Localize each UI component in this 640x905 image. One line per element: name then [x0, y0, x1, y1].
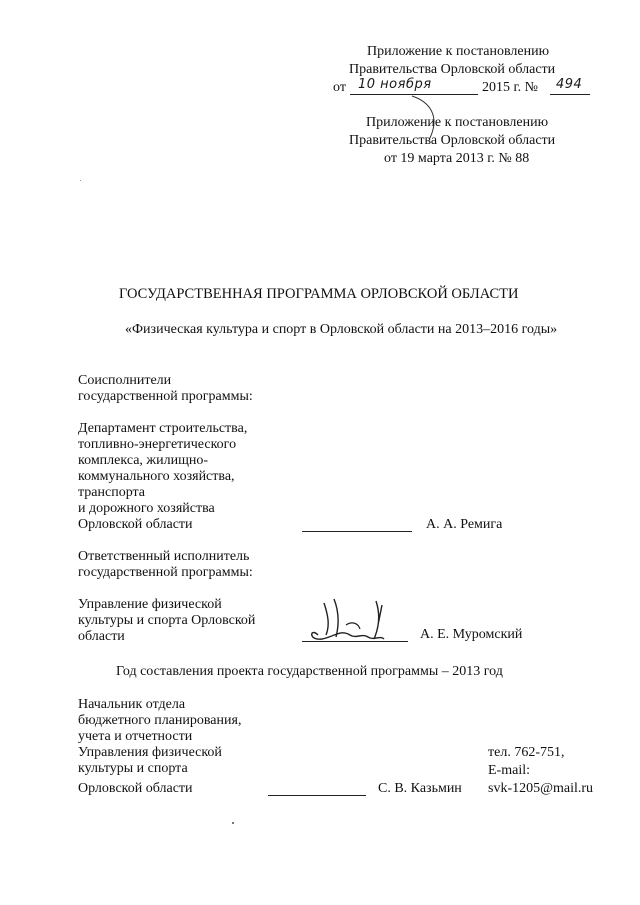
- co-executors-heading-1: Соисполнители: [78, 373, 172, 388]
- contact-email-label: E-mail:: [488, 763, 530, 778]
- header-new-year: 2015 г. №: [482, 80, 539, 95]
- co-org-line: топливно-энергетического: [78, 437, 237, 452]
- co-org-line: Орловской области: [78, 517, 193, 532]
- responsible-signer-name: А. Е. Муромский: [420, 627, 523, 642]
- contact-org-line: учета и отчетности: [78, 729, 193, 744]
- contact-org-line: Управления физической: [78, 745, 222, 760]
- handwritten-number: 494: [556, 77, 583, 92]
- responsible-org-line: культуры и спорта Орловской: [78, 613, 256, 628]
- scan-speck: [232, 822, 234, 824]
- header-old-line2: Правительства Орловской области: [349, 133, 556, 148]
- contact-signer-name: С. В. Казьмин: [378, 781, 462, 796]
- year-line: Год составления проекта государственной программы – 2013 год: [116, 664, 503, 679]
- responsible-heading-1: Ответственный исполнитель: [78, 549, 250, 564]
- contact-email[interactable]: svk-1205@mail.ru: [488, 781, 594, 796]
- document-title: ГОСУДАРСТВЕННАЯ ПРОГРАММА ОРЛОВСКОЙ ОБЛАСТИ: [119, 286, 519, 302]
- header-old-line3: от 19 марта 2013 г. № 88: [384, 151, 530, 166]
- responsible-signature-line: [302, 641, 408, 642]
- contact-org-line: Орловской области: [78, 781, 193, 796]
- contact-org-line: Начальник отдела: [78, 697, 186, 712]
- responsible-org-line: области: [78, 629, 125, 644]
- header-new-prefix: от: [333, 80, 346, 95]
- co-signature-line: [302, 531, 412, 532]
- handwritten-date: 10 ноября: [358, 77, 432, 92]
- contact-org-line: культуры и спорта: [78, 761, 188, 776]
- co-signer-name: А. А. Ремига: [426, 517, 503, 532]
- co-org-line: коммунального хозяйства,: [78, 469, 235, 484]
- header-new-line1: Приложение к постановлению: [367, 44, 550, 59]
- responsible-org-line: Управление физической: [78, 597, 222, 612]
- header-old-line1: Приложение к постановлению: [366, 115, 549, 130]
- pen-mark-icon: [410, 92, 450, 142]
- scan-speck: [80, 180, 81, 181]
- co-org-line: транспорта: [78, 485, 146, 500]
- responsible-heading-2: государственной программы:: [78, 565, 253, 580]
- document-subtitle: «Физическая культура и спорт в Орловской области на 2013–2016 годы»: [125, 322, 558, 337]
- contact-phone: тел. 762-751,: [488, 745, 565, 760]
- co-org-line: комплекса, жилищно-: [78, 453, 209, 468]
- number-underline: [550, 94, 590, 95]
- co-org-line: и дорожного хозяйства: [78, 501, 215, 516]
- contact-org-line: бюджетного планирования,: [78, 713, 242, 728]
- signature-icon: [300, 595, 410, 647]
- co-executors-heading-2: государственной программы:: [78, 389, 253, 404]
- contact-signature-line: [268, 795, 366, 796]
- co-org-line: Департамент строительства,: [78, 421, 248, 436]
- header-new-line2: Правительства Орловской области: [349, 62, 556, 77]
